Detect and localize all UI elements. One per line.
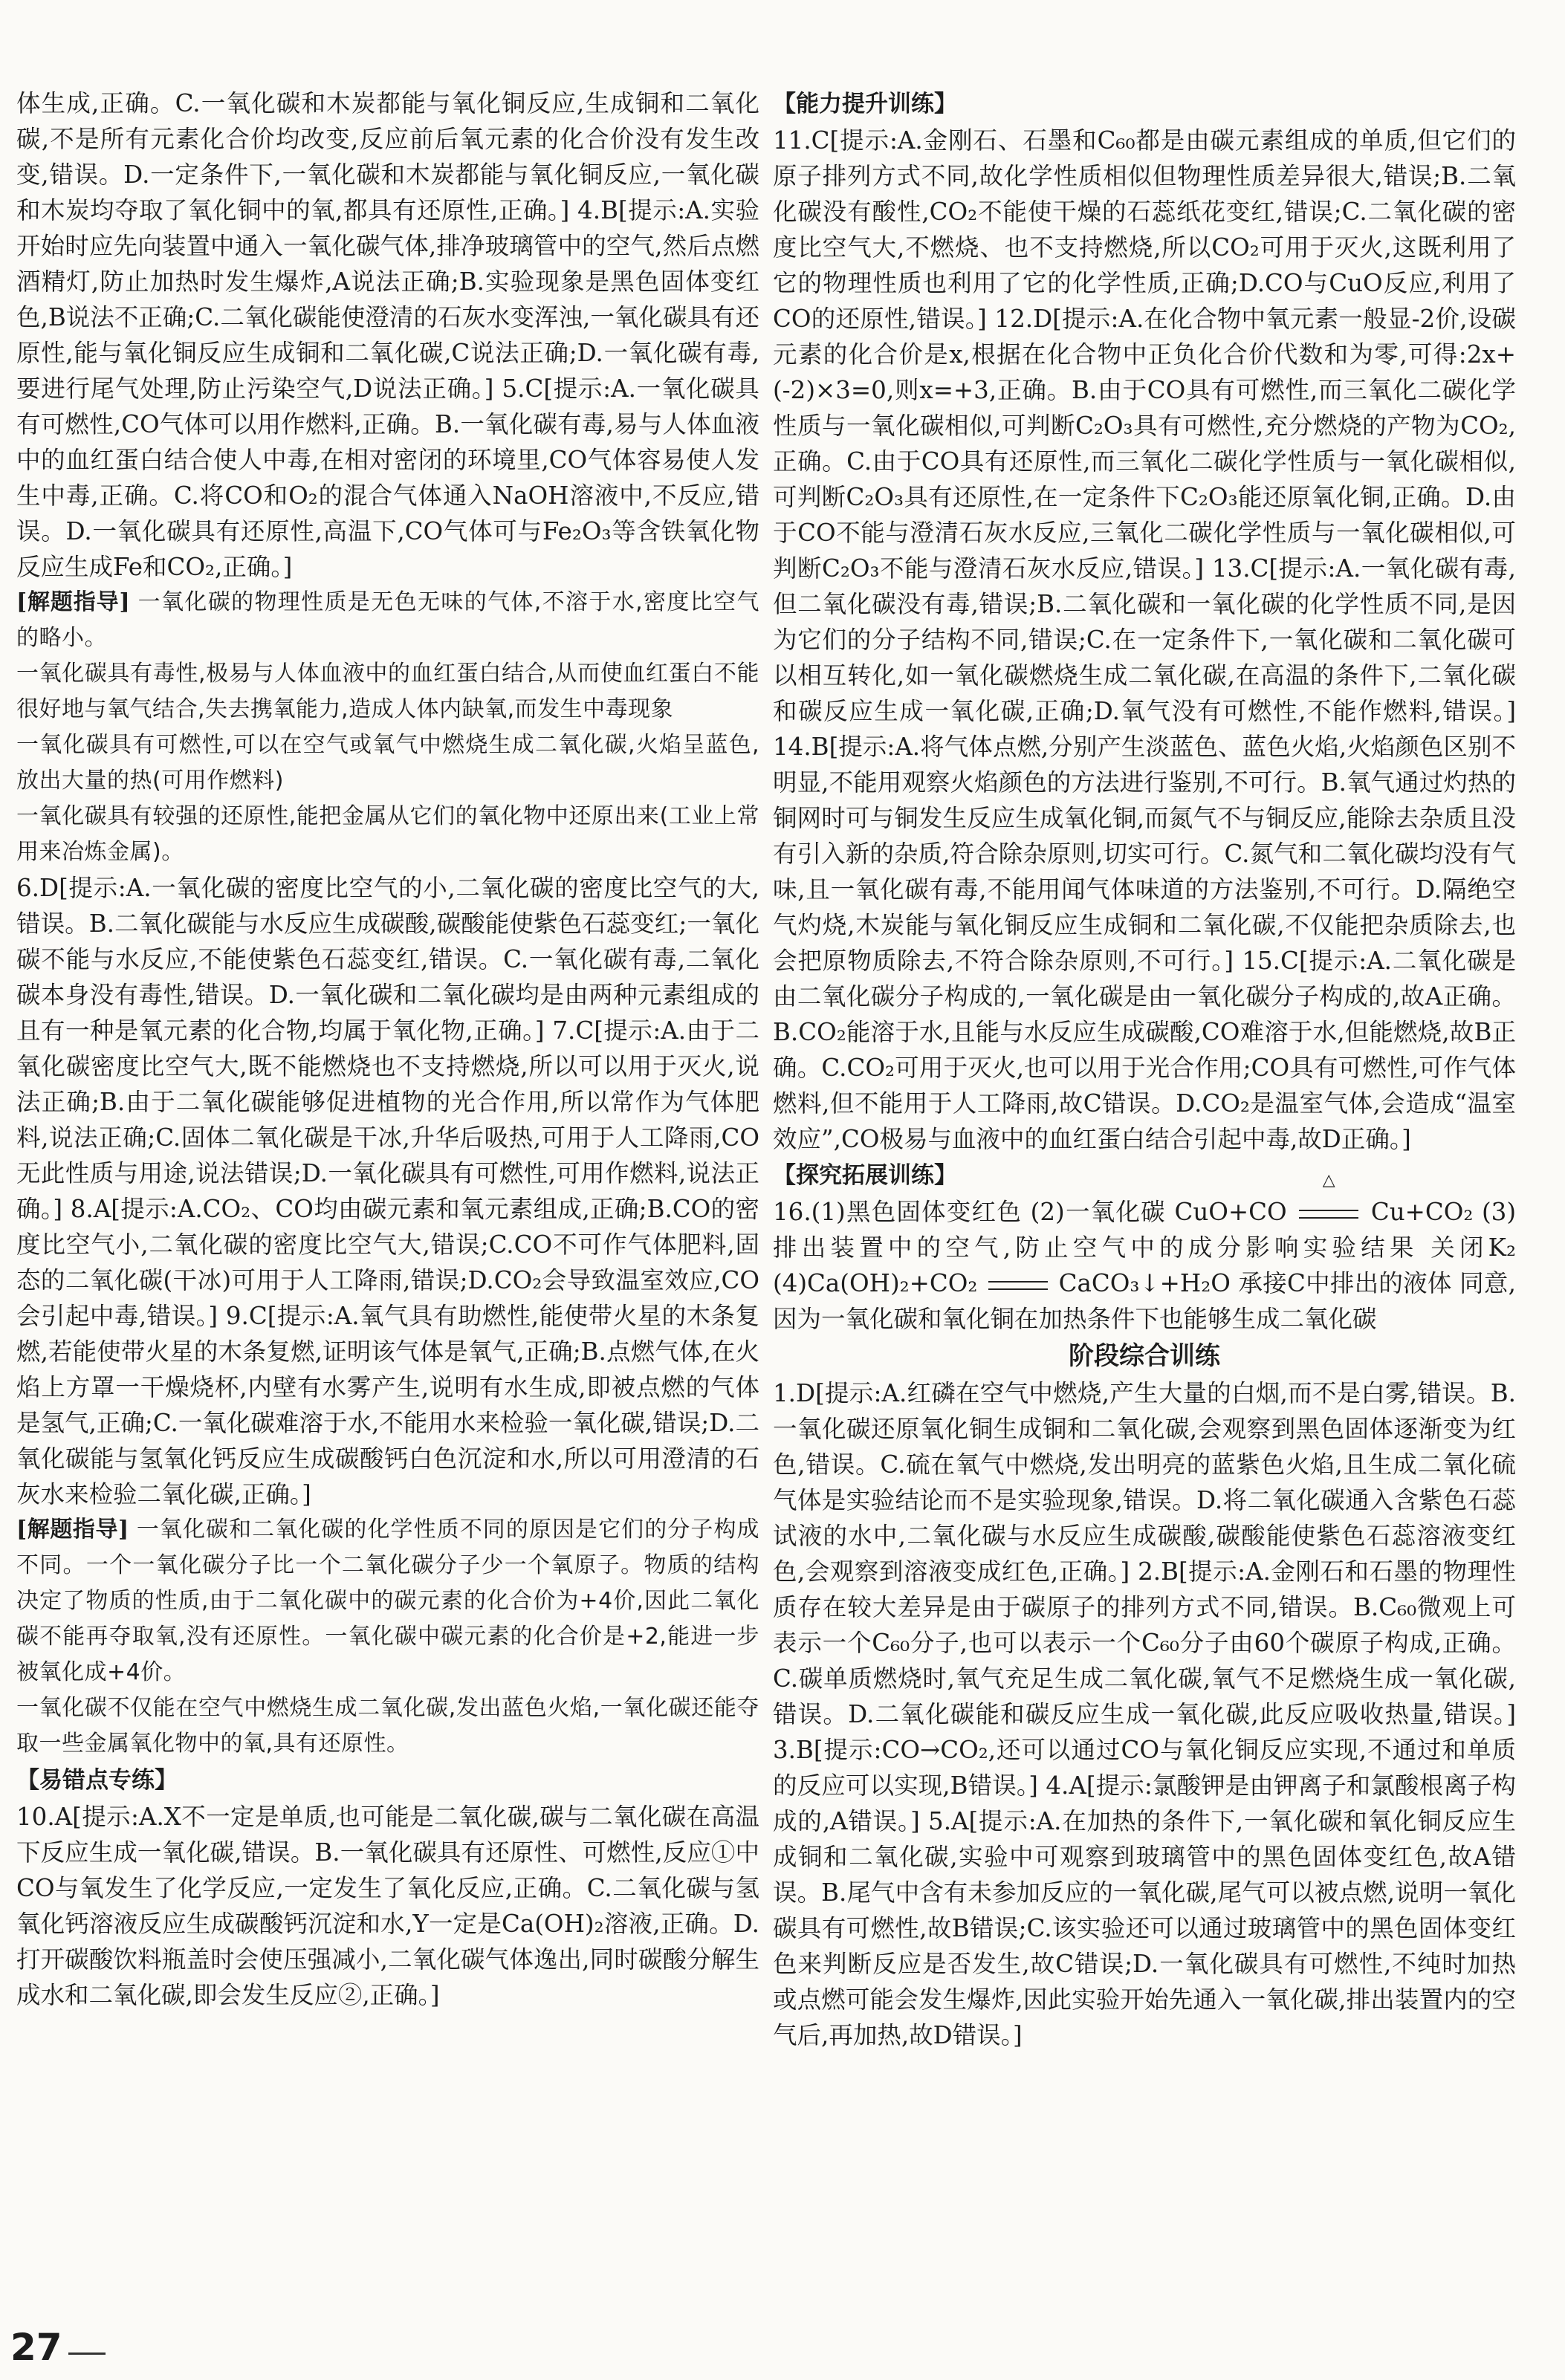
answer-text-block: 体生成,正确。C.一氧化碳和木炭都能与氧化铜反应,生成铜和二氧化碳,不是所有元素化合价均改变,反应前后氧元素的化合价没有发生改变,错误。D.一定条件下,一氧化碳和木炭都能与氧化铜反应,一氧化碳和木炭均夺取了氧化铜中的氧,都具有还原性,正确。] 4.B[提示:A.实验开始时应先向装置中通入一氧化碳气体,排净玻璃管中的空气,然后点燃酒精灯,防止加热时发生爆炸,A说法正确;B.实验现象是黑色固体变红色,B说法不正确;C.二氧化碳能使澄清的石灰水变浑浊,一氧化碳具有还原性,能与氧化铜反应生成铜和二氧化碳,C说法正确;D.一氧化碳有毒,要进行尾气处理,防止污染空气,D说法正确。] 5.C[提示:A.一氧化碳具有可燃性,CO气体可以用作燃料,正确。B.一氧化碳有毒,易与人体血液中的血红蛋白结合使人中毒,在相对密闭的环境里,CO气体容易使人发生中毒,正确。C.将CO和O₂的混合气体通入NaOH溶液中,不反应,错误。D.一氧化碳具有还原性,高温下,CO气体可与Fe₂O₃等含铁氧化物反应生成Fe和CO₂,正确。] xyxy=(16,89,759,581)
guide-line: 一氧化碳的物理性质是无色无味的气体,不溶于水,密度比空气的略小。 xyxy=(16,589,760,651)
guide-line: 一氧化碳具有可燃性,可以在空气或氧气中燃烧生成二氧化碳,火焰呈蓝色,放出大量的热(可用作燃料) xyxy=(16,732,759,794)
section-title-jieduan: 阶段综合训练 xyxy=(1069,1341,1220,1371)
guide-line: 一氧化碳具有较强的还原性,能把金属从它们的氧化物中还原出来(工业上常用来冶炼金属)。 xyxy=(16,803,759,865)
solution-guide-box xyxy=(16,585,759,870)
answer-16-part-a: 16.(1)黑色固体变红色 (2)一氧化碳 CuO+CO xyxy=(773,1198,1287,1226)
answer-text-block: 6.D[提示:A.一氧化碳的密度比空气的小,二氧化碳的密度比空气的大,错误。B.二氧化碳能与水反应生成碳酸,碳酸能使紫色石蕊变红;一氧化碳不能与水反应,不能使紫色石蕊变红,错误。C.一氧化碳有毒,二氧化碳本身没有毒性,错误。D.一氧化碳和二氧化碳均是由两种元素组成的且有一种是氧元素的化合物,均属于氧化物,正确。] 7.C[提示:A.由于二氧化碳密度比空气大,既不能燃烧也不支持燃烧,所以可以用于灭火,说法正确;B.由于二氧化碳能够促进植物的光合作用,所以常作为气体肥料,说法正确;C.固体二氧化碳是干冰,升华后吸热,可用于人工降雨,CO无此性质与用途,说法错误;D.一氧化碳具有可燃性,可用作燃料,说法正确。] 8.A[提示:A.CO₂、CO均由碳元素和氧元素组成,正确;B.CO的密度比空气小,二氧化碳的密度比空气大,错误;C.CO不可作气体肥料,固态的二氧化碳(干冰)可用于人工降雨,错误;D.CO₂会导致温室效应,CO会引起中毒,错误。] 9.C[提示:A.氧气具有助燃性,能使带火星的木条复燃,若能使带火星的木条复燃,证明该气体是氧气,正确;B.点燃气体,在火焰上方罩一干燥烧杯,内壁有水雾产生,说明有水生成,即被点燃的气体是氢气,正确;C.一氧化碳难溶于水,不能用水来检验一氧化碳,错误;D.二氧化碳能与氢氧化钙反应生成碳酸钙白色沉淀和水,所以可用澄清的石灰水来检验二氧化碳,正确。] xyxy=(16,874,759,1508)
guide-paragraph: 一氧化碳和二氧化碳的化学性质不同的原因是它们的分子构成不同。一个一氧化碳分子比一个二氧化碳分子少一个氧原子。物质的结构决定了物质的性质,由于二氧化碳中的碳元素的化合价为+4价,因此二氧化碳不能再夺取氧,没有还原性。一氧化碳中碳元素的化合价是+2,能进一步被氧化成+4价。 xyxy=(16,1517,760,1685)
answer-text-block: 11.C[提示:A.金刚石、石墨和C₆₀都是由碳元素组成的单质,但它们的原子排列方式不同,故化学性质相似但物理性质差异很大,错误;B.二氧化碳没有酸性,CO₂不能使干燥的石蕊纸花变红,错误;C.二氧化碳的密度比空气大,不燃烧、也不支持燃烧,所以CO₂可用于灭火,这既利用了它的物理性质也利用了它的化学性质,正确;D.CO与CuO反应,利用了CO的还原性,错误。] 12.D[提示:A.在化合物中氧元素一般显-2价,设碳元素的化合价是x,根据在化合物中正负化合价代数和为零,可得:2x+(-2)×3=0,则x=+3,正确。B.由于CO具有可燃性,而三氧化二碳化学性质与一氧化碳相似,可判断C₂O₃具有可燃性,充分燃烧的产物为CO₂,正确。C.由于CO具有还原性,而三氧化二碳化学性质与一氧化碳相似,可判断C₂O₃具有还原性,在一定条件下C₂O₃能还原氧化铜,正确。D.由于CO不能与澄清石灰水反应,三氧化二碳化学性质与一氧化碳相似,可判断C₂O₃不能与澄清石灰水反应,错误。] 13.C[提示:A.一氧化碳有毒,但二氧化碳没有毒,错误;B.二氧化碳和一氧化碳的化学性质不同,是因为它们的分子结构不同,错误;C.在一定条件下,一氧化碳和二氧化碳可以相互转化,如一氧化碳燃烧生成二氧化碳,在高温的条件下,二氧化碳和碳反应生成一氧化碳,正确;D.氧气没有可燃性,不能作燃料,错误。] 14.B[提示:A.将气体点燃,分别产生淡蓝色、蓝色火焰,火焰颜色区别不明显,不能用观察火焰颜色的方法进行鉴别,不可行。B.氧气通过灼热的铜网时可与铜发生反应生成氧化铜,而氮气不与铜反应,能除去杂质且没有引入新的杂质,符合除杂原则,切实可行。C.氮气和二氧化碳均没有气味,且一氧化碳有毒,不能用闻气体味道的方法鉴别,不可行。D.隔绝空气灼烧,木炭能与氧化铜反应生成铜和二氧化碳,不仅能把杂质除去,也会把原物质除去,不符合除杂原则,不可行。] 15.C[提示:A.二氧化碳是由二氧化碳分子构成的,一氧化碳是由一氧化碳分子构成的,故A正确。B.CO₂能溶于水,且能与水反应生成碳酸,CO难溶于水,但能燃烧,故B正确。C.CO₂可用于灭火,也可以用于光合作用;CO具有可燃性,可作气体燃料,但不能用于人工降雨,故C错误。D.CO₂是温室气体,会造成“温室效应”,CO极易与血液中的血红蛋白结合引起中毒,故D正确。] xyxy=(773,126,1516,1153)
right-column xyxy=(773,85,1516,2053)
guide-title: [解题指导] xyxy=(16,1517,129,1543)
section-heading-nengli: 【能力提升训练】 xyxy=(773,91,957,117)
reaction-arrow-heat xyxy=(1295,1171,1362,1230)
heat-symbol: △ xyxy=(1322,1171,1335,1190)
equals-sign xyxy=(988,1281,1048,1290)
answer-text-block: 10.A[提示:A.X不一定是单质,也可能是二氧化碳,碳与二氧化碳在高温下反应生成一氧化碳,错误。B.一氧化碳具有还原性、可燃性,反应①中CO与氧发生了化学反应,一定发生了氧化反应,正确。C.二氧化碳与氢氧化钙溶液反应生成碳酸钙沉淀和水,Y一定是Ca(OH)₂溶液,正确。D.打开碳酸饮料瓶盖时会使压强减小,二氧化碳气体逸出,同时碳酸分解生成水和二氧化碳,即会发生反应②,正确。] xyxy=(16,1803,759,2009)
guide-line: 一氧化碳具有毒性,极易与人体血液中的血红蛋白结合,从而使血红蛋白不能很好地与氧气结合,失去携氧能力,造成人体内缺氧,而发生中毒现象 xyxy=(16,661,759,722)
answer-16-part-b: Cu+CO₂ (3)排出装置中的空气,防止空气中的成分影响实验结果 关闭K₂ (4)Ca(OH)₂+CO₂ xyxy=(773,1198,1517,1297)
page-number: 27 xyxy=(10,2326,62,2369)
section-heading-yicuo: 【易错点专练】 xyxy=(16,1767,178,1794)
page-number-rule xyxy=(68,2353,106,2355)
answer-16-part-c: CaCO₃↓+H₂O 承接C中排出的液体 同意,因为一氧化碳和氧化铜在加热条件下也能够生成二氧化碳 xyxy=(773,1269,1516,1333)
section-heading-tanjiu: 【探究拓展训练】 xyxy=(773,1162,957,1189)
left-column xyxy=(16,85,759,2013)
answer-text-block: 1.D[提示:A.红磷在空气中燃烧,产生大量的白烟,而不是白雾,错误。B.一氧化碳还原氧化铜生成铜和二氧化碳,会观察到黑色固体逐渐变为红色,错误。C.硫在氧气中燃烧,发出明亮的蓝紫色火焰,且生成二氧化硫气体是实验结论而不是实验现象,错误。D.将二氧化碳通入含紫色石蕊试液的水中,二氧化碳与水反应生成碳酸,碳酸能使紫色石蕊溶液变红色,会观察到溶液变成红色,正确。] 2.B[提示:A.金刚石和石墨的物理性质存在较大差异是由于碳原子的排列方式不同,错误。B.C₆₀微观上可表示一个C₆₀分子,也可以表示一个C₆₀分子由60个碳原子构成,正确。C.碳单质燃烧时,氧气充足生成二氧化碳,氧气不足燃烧生成一氧化碳,错误。D.二氧化碳能和碳反应生成一氧化碳,此反应吸收热量,错误。] 3.B[提示:CO→CO₂,还可以通过CO与氧化铜反应实现,不通过和单质的反应可以实现,B错误。] 4.A[提示:氯酸钾是由钾离子和氯酸根离子构成的,A错误。] 5.A[提示:A.在加热的条件下,一氧化碳和氧化铜反应生成铜和二氧化碳,实验中可观察到玻璃管中的黑色固体变红色,故A错误。B.尾气中含有未参加反应的一氧化碳,尾气可以被点燃,说明一氧化碳具有可燃性,故B错误;C.该实验还可以通过玻璃管中的黑色固体变红色来判断反应是否发生,故C错误;D.一氧化碳具有可燃性,不纯时加热或点燃可能会发生爆炸,因此实验开始先通入一氧化碳,排出装置内的空气后,再加热,故D错误。] xyxy=(773,1379,1516,2049)
solution-guide-box xyxy=(16,1512,759,1762)
guide-paragraph: 一氧化碳不仅能在空气中燃烧生成二氧化碳,发出蓝色火焰,一氧化碳还能夺取一些金属氧化物中的氧,具有还原性。 xyxy=(16,1695,759,1757)
guide-title: [解题指导] xyxy=(16,589,130,615)
